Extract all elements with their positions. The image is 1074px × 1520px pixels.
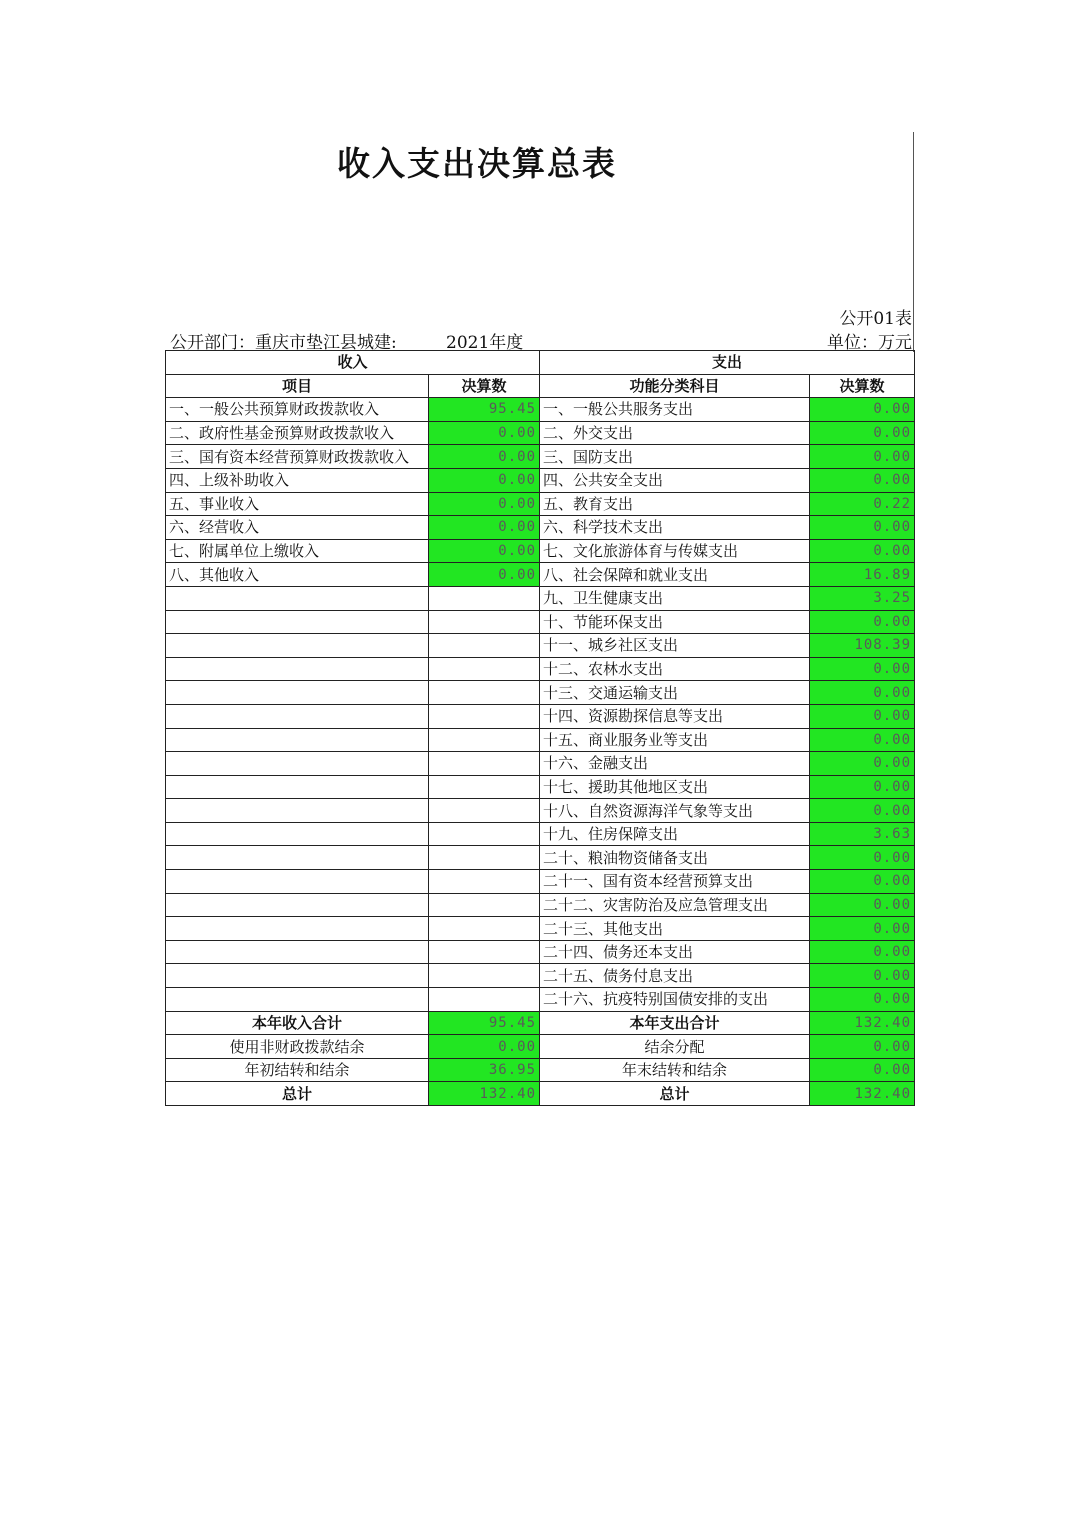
income-item-value: 0.00 xyxy=(429,516,540,540)
table-row xyxy=(166,492,915,516)
table-row xyxy=(166,610,915,634)
expense-item-label: 二十六、抗疫特别国债安排的支出 xyxy=(540,988,810,1012)
expense-item-label: 十七、援助其他地区支出 xyxy=(540,775,810,799)
income-item-label xyxy=(166,799,429,823)
year-label: 2021年度 xyxy=(446,333,524,353)
table-row xyxy=(166,728,915,752)
budget-table xyxy=(165,350,915,1106)
income-item-value: 0.00 xyxy=(429,445,540,469)
expense-item-label: 十九、住房保障支出 xyxy=(540,822,810,846)
expense-item-value: 0.00 xyxy=(810,468,915,492)
table-row xyxy=(166,445,915,469)
expense-item-value: 0.00 xyxy=(810,775,915,799)
expense-item-value: 0.00 xyxy=(810,398,915,422)
expense-item-label: 二十二、灾害防治及应急管理支出 xyxy=(540,893,810,917)
table-row xyxy=(166,421,915,445)
income-item-label: 三、国有资本经营预算财政拨款收入 xyxy=(166,445,429,469)
total-row xyxy=(166,1035,915,1059)
table-row xyxy=(166,704,915,728)
income-item-label xyxy=(166,964,429,988)
total-row xyxy=(166,1082,915,1106)
income-item-label xyxy=(166,917,429,941)
income-item-label xyxy=(166,940,429,964)
total-row xyxy=(166,1011,915,1035)
income-item-value xyxy=(429,775,540,799)
amount2-column-header: 决算数 xyxy=(810,374,915,398)
income-item-label xyxy=(166,634,429,658)
income-item-label: 八、其他收入 xyxy=(166,563,429,587)
income-item-value xyxy=(429,634,540,658)
income-item-value: 0.00 xyxy=(429,563,540,587)
expense-item-label: 十八、自然资源海洋气象等支出 xyxy=(540,799,810,823)
expense-item-label: 二十四、债务还本支出 xyxy=(540,940,810,964)
table-row xyxy=(166,775,915,799)
income-total-label: 总计 xyxy=(166,1082,429,1106)
unit-label: 单位：万元 xyxy=(827,333,912,353)
expense-item-label: 六、科学技术支出 xyxy=(540,516,810,540)
section-header-row xyxy=(166,351,915,375)
table-row xyxy=(166,539,915,563)
expense-total-value: 0.00 xyxy=(810,1058,915,1082)
expense-item-label: 十、节能环保支出 xyxy=(540,610,810,634)
expense-item-label: 十四、资源勘探信息等支出 xyxy=(540,704,810,728)
expense-section-header: 支出 xyxy=(540,351,915,375)
table-row xyxy=(166,988,915,1012)
item-column-header: 项目 xyxy=(166,374,429,398)
income-item-value xyxy=(429,752,540,776)
total-row xyxy=(166,1058,915,1082)
income-item-label xyxy=(166,586,429,610)
income-item-value xyxy=(429,586,540,610)
table-row xyxy=(166,516,915,540)
table-row xyxy=(166,634,915,658)
expense-item-value: 0.00 xyxy=(810,799,915,823)
income-item-value: 0.00 xyxy=(429,539,540,563)
expense-item-label: 五、教育支出 xyxy=(540,492,810,516)
page-title: 收入支出决算总表 xyxy=(337,144,617,183)
expense-item-value: 0.00 xyxy=(810,704,915,728)
income-item-value xyxy=(429,870,540,894)
income-total-value: 132.40 xyxy=(429,1082,540,1106)
expense-item-label: 二、外交支出 xyxy=(540,421,810,445)
expense-item-label: 二十五、债务付息支出 xyxy=(540,964,810,988)
income-item-label xyxy=(166,657,429,681)
expense-total-label: 结余分配 xyxy=(540,1035,810,1059)
income-item-label: 六、经营收入 xyxy=(166,516,429,540)
expense-item-value: 0.00 xyxy=(810,988,915,1012)
page-edge-line xyxy=(913,132,914,352)
income-item-label xyxy=(166,893,429,917)
column-header-row xyxy=(166,374,915,398)
income-item-label xyxy=(166,822,429,846)
table-row xyxy=(166,799,915,823)
income-item-label xyxy=(166,681,429,705)
income-item-value: 95.45 xyxy=(429,398,540,422)
expense-item-label: 九、卫生健康支出 xyxy=(540,586,810,610)
income-item-label xyxy=(166,775,429,799)
income-item-value: 0.00 xyxy=(429,468,540,492)
income-item-value xyxy=(429,988,540,1012)
expense-item-label: 一、一般公共服务支出 xyxy=(540,398,810,422)
income-item-value xyxy=(429,704,540,728)
expense-item-label: 十六、金融支出 xyxy=(540,752,810,776)
department-label: 公开部门：重庆市垫江县城建: xyxy=(170,333,397,353)
income-item-value: 0.00 xyxy=(429,492,540,516)
table-row xyxy=(166,681,915,705)
amount-column-header: 决算数 xyxy=(429,374,540,398)
income-item-label xyxy=(166,704,429,728)
expense-item-value: 0.22 xyxy=(810,492,915,516)
expense-item-value: 16.89 xyxy=(810,563,915,587)
income-item-value xyxy=(429,657,540,681)
expense-item-label: 二十三、其他支出 xyxy=(540,917,810,941)
income-item-value xyxy=(429,964,540,988)
income-item-label: 一、一般公共预算财政拨款收入 xyxy=(166,398,429,422)
table-number: 公开01表 xyxy=(839,309,912,329)
expense-item-value: 0.00 xyxy=(810,445,915,469)
expense-total-value: 132.40 xyxy=(810,1082,915,1106)
expense-total-label: 总计 xyxy=(540,1082,810,1106)
table-row xyxy=(166,468,915,492)
expense-item-value: 0.00 xyxy=(810,870,915,894)
income-item-label xyxy=(166,728,429,752)
expense-item-value: 0.00 xyxy=(810,917,915,941)
expense-item-value: 0.00 xyxy=(810,610,915,634)
expense-item-value: 0.00 xyxy=(810,752,915,776)
income-total-value: 95.45 xyxy=(429,1011,540,1035)
income-item-value xyxy=(429,799,540,823)
income-total-label: 本年收入合计 xyxy=(166,1011,429,1035)
expense-item-label: 十二、农林水支出 xyxy=(540,657,810,681)
expense-total-label: 本年支出合计 xyxy=(540,1011,810,1035)
expense-total-label: 年末结转和结余 xyxy=(540,1058,810,1082)
income-section-header: 收入 xyxy=(166,351,540,375)
expense-item-value: 3.25 xyxy=(810,586,915,610)
expense-item-value: 3.63 xyxy=(810,822,915,846)
income-item-value xyxy=(429,846,540,870)
income-item-value xyxy=(429,822,540,846)
income-item-label xyxy=(166,846,429,870)
expense-item-value: 0.00 xyxy=(810,940,915,964)
expense-item-label: 七、文化旅游体育与传媒支出 xyxy=(540,539,810,563)
income-item-label xyxy=(166,752,429,776)
income-item-value xyxy=(429,681,540,705)
expense-item-value: 0.00 xyxy=(810,681,915,705)
expense-item-label: 十三、交通运输支出 xyxy=(540,681,810,705)
income-item-value: 0.00 xyxy=(429,421,540,445)
expense-item-label: 四、公共安全支出 xyxy=(540,468,810,492)
table-row xyxy=(166,822,915,846)
income-item-label xyxy=(166,870,429,894)
expense-item-label: 八、社会保障和就业支出 xyxy=(540,563,810,587)
table-row xyxy=(166,563,915,587)
expense-item-value: 0.00 xyxy=(810,657,915,681)
expense-item-value: 0.00 xyxy=(810,893,915,917)
expense-item-label: 二十一、国有资本经营预算支出 xyxy=(540,870,810,894)
table-row xyxy=(166,964,915,988)
income-item-label: 七、附属单位上缴收入 xyxy=(166,539,429,563)
income-item-label xyxy=(166,610,429,634)
income-item-value xyxy=(429,917,540,941)
expense-item-value: 0.00 xyxy=(810,846,915,870)
function-column-header: 功能分类科目 xyxy=(540,374,810,398)
income-item-label: 四、上级补助收入 xyxy=(166,468,429,492)
table-row xyxy=(166,586,915,610)
income-total-value: 36.95 xyxy=(429,1058,540,1082)
income-item-value xyxy=(429,610,540,634)
income-total-value: 0.00 xyxy=(429,1035,540,1059)
table-row xyxy=(166,752,915,776)
table-row xyxy=(166,870,915,894)
table-row xyxy=(166,398,915,422)
expense-total-value: 132.40 xyxy=(810,1011,915,1035)
table-row xyxy=(166,940,915,964)
expense-total-value: 0.00 xyxy=(810,1035,915,1059)
income-item-label xyxy=(166,988,429,1012)
table-row xyxy=(166,917,915,941)
expense-item-value: 108.39 xyxy=(810,634,915,658)
expense-item-label: 十五、商业服务业等支出 xyxy=(540,728,810,752)
expense-item-value: 0.00 xyxy=(810,728,915,752)
table-row xyxy=(166,893,915,917)
expense-item-label: 十一、城乡社区支出 xyxy=(540,634,810,658)
income-item-value xyxy=(429,940,540,964)
expense-item-label: 二十、粮油物资储备支出 xyxy=(540,846,810,870)
income-item-label: 五、事业收入 xyxy=(166,492,429,516)
income-item-label: 二、政府性基金预算财政拨款收入 xyxy=(166,421,429,445)
expense-item-value: 0.00 xyxy=(810,516,915,540)
table-row xyxy=(166,657,915,681)
income-total-label: 使用非财政拨款结余 xyxy=(166,1035,429,1059)
expense-item-value: 0.00 xyxy=(810,421,915,445)
expense-item-value: 0.00 xyxy=(810,964,915,988)
income-item-value xyxy=(429,728,540,752)
expense-item-value: 0.00 xyxy=(810,539,915,563)
expense-item-label: 三、国防支出 xyxy=(540,445,810,469)
income-item-value xyxy=(429,893,540,917)
income-total-label: 年初结转和结余 xyxy=(166,1058,429,1082)
table-row xyxy=(166,846,915,870)
